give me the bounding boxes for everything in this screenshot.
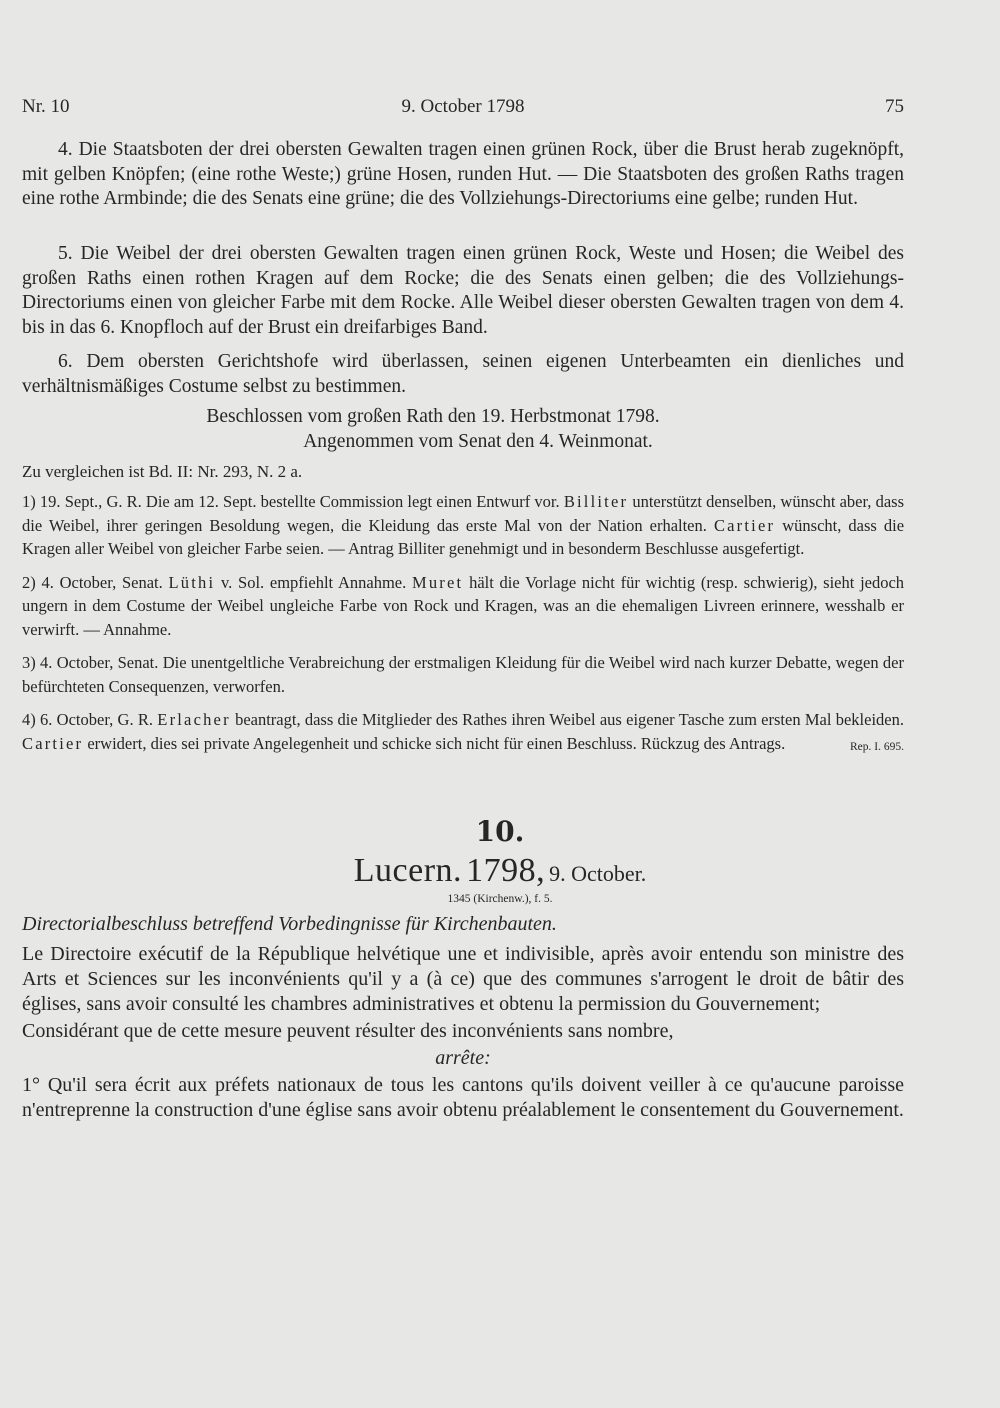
footnote-1: 1) 19. Sept., G. R. Die am 12. Sept. bestellte Commission legt einen Entwurf vor. Billiter unterstützt denselben, wünscht aber, dass die Weibel, ihrer geringen Besoldung wegen, die Kleidung das erste Mal von der Nation erhalten. Cartier wünscht, dass die Kragen aller Weibel von gleicher Farbe seien. — Antrag Billiter genehmigt und in besonderm Beschlusse ausgefertigt.: [22, 492, 905, 558]
paragraph-6: 6. Dem obersten Gerichtshofe wird überlassen, seinen eigenen Unterbeamten ein dienliches und verhältnismäßiges Costume selbst zu bestimmen.: [22, 351, 904, 397]
french-paragraph-3: 1° Qu'il sera écrit aux préfets nationaux de tous les cantons qu'ils doivent veiller à ce qu'aucune paroisse n'entreprenne la construction d'une église sans avoir obtenu préalablement le consentement du Gouvernement.: [22, 1073, 904, 1121]
cross-reference: [22, 460, 904, 484]
vergleichen-line: Zu vergleichen ist Bd. II: Nr. 293, N. 2 a.: [22, 462, 303, 481]
article-6: [22, 350, 904, 399]
paragraph-4: 4. Die Staatsboten der drei obersten Gewalten tragen einen grünen Rock, über die Brust herab zugeknöpft, mit gelben Knöpfen; (eine rothe Weste;) grüne Hosen, runden Hut. — Die Staatsboten des großen Raths tragen eine rothe Armbinde; die des Senats eine grüne; die des Vollziehungs-Directoriums eine gelbe; runden Hut.: [22, 139, 904, 209]
entry-body: [22, 942, 904, 1123]
entry-place: Lucern.: [353, 852, 463, 889]
beschlossen-line: Beschlossen vom großen Rath den 19. Herbstmonat 1798.: [206, 406, 660, 427]
entry-date: 9. October.: [549, 861, 647, 886]
footnote-3: 3) 4. October, Senat. Die unentgeltliche Verabreichung der erstmaligen Kleidung für die Weibel wird nach kurzer Debatte, wegen der befürchteten Consequenzen, verworfen.: [22, 653, 904, 696]
entry-dateline: [0, 852, 1000, 890]
repertory-reference: Rep. I. 695.: [850, 740, 904, 753]
header-date: 9. October 1798: [401, 96, 525, 117]
entry-subject: [22, 912, 904, 937]
page-number: 75: [885, 96, 904, 117]
subject-line: Directorialbeschluss betreffend Vorbedingnisse für Kirchenbauten.: [22, 913, 557, 935]
entry-source: 1345 (Kirchenw.), f. 5.: [447, 893, 553, 905]
entry-year: 1798,: [466, 852, 546, 889]
paragraph-5: 5. Die Weibel der drei obersten Gewalten tragen einen grünen Rock, Weste und Hosen; die Weibel des großen Raths einen rothen Kragen auf dem Rocke; die des Senats einen gelben; die des Vollziehungs-Directoriums einen von gleicher Farbe mit dem Rocke. Alle Weibel dieser obersten Gewalten tragen von dem 4. bis in das 6. Knopfloch auf der Brust ein dreifarbiges Band.: [22, 243, 904, 338]
article-5: [22, 242, 904, 340]
french-paragraph-1: Le Directoire exécutif de la République helvétique une et indivisible, après avoir entendu son ministre des Arts et Sciences sur les inconvénients qu'il y a (à ce) que des communes s'arrogent le droit de bâtir des églises, sans avoir consulté les chambres administratives et obtenu la permission du Gouvernement;: [22, 943, 904, 1015]
angenommen-line: Angenommen vom Senat den 4. Weinmonat.: [303, 430, 653, 452]
resolution-lines: [22, 405, 904, 454]
article-4: [22, 138, 904, 212]
arrete-line: arrête:: [435, 1047, 491, 1069]
footnote-2: 2) 4. October, Senat. Lüthi v. Sol. empfiehlt Annahme. Muret hält die Vorlage nicht für wichtig (resp. schwierig), sieht jedoch ungern in dem Costume der Weibel ungleiche Farbe von Rock und Kragen, was an die ehemaligen Livreen erinnere, wesshalb er verwirft. — Annahme.: [22, 572, 905, 639]
running-header: [22, 96, 904, 124]
header-number: Nr. 10: [22, 96, 70, 117]
footnote-4: 4) 6. October, G. R. Erlacher beantragt, dass die Mitglieder des Rathes ihren Weibel aus eigener Tasche zum ersten Mal bekleiden. Cartier erwidert, dies sei private Angelegenheit und schicke sich nicht für einen Beschluss. Rückzug des Antrags. Rep. I. 695.: [22, 708, 904, 755]
entry-number: 10.: [475, 815, 525, 848]
french-paragraph-2: Considérant que de cette mesure peuvent résulter des inconvénients sans nombre,: [22, 1020, 674, 1042]
footnotes: [22, 490, 904, 759]
